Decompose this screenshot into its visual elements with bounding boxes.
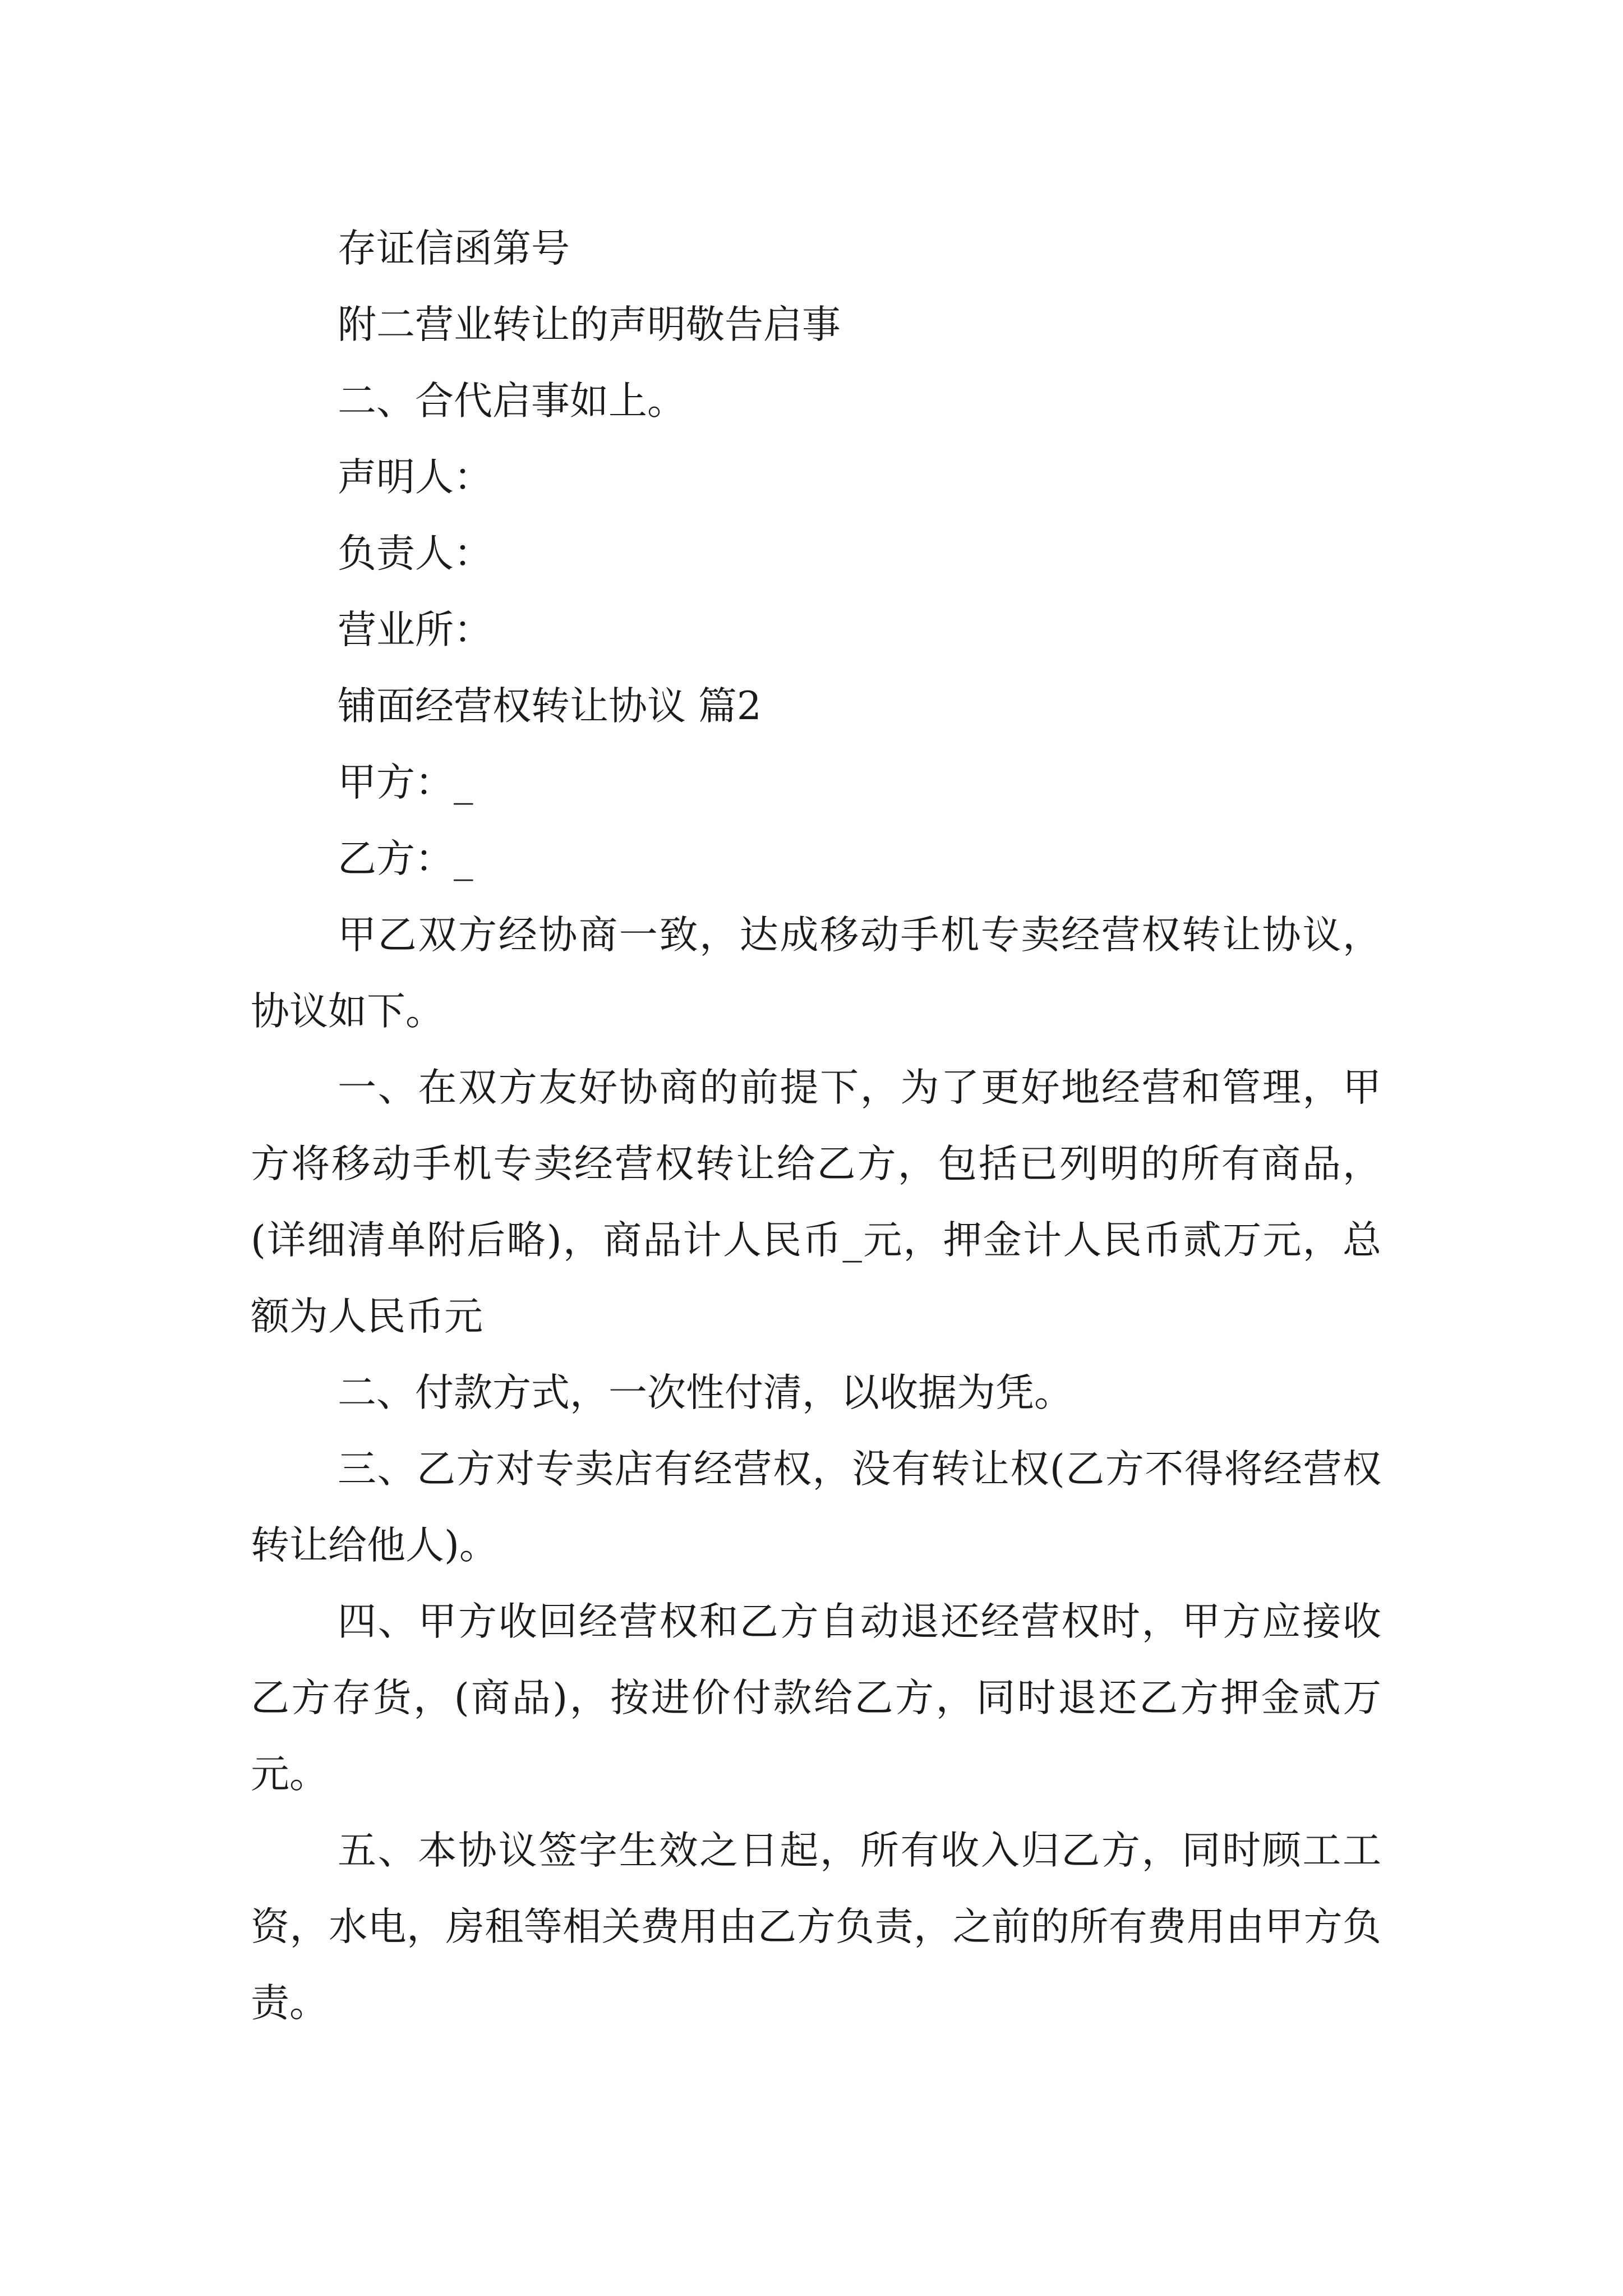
notice-summary: 二、合代启事如上。 [338,379,686,424]
certificate-letter-number: 存证信函第号 [338,226,570,271]
clause-2-paragraph: 二、付款方式，一次性付清，以收据为凭。 [338,1370,1073,1415]
party-b-label: 乙方：_ [338,836,473,881]
agreement-intro-paragraph: 甲乙双方经协商一致，达成移动手机专卖经营权转让协议，协议如下。 [251,913,1381,1034]
business-office-label: 营业所： [338,608,492,652]
agreement-title: 铺面经营权转让协议 篇2 [338,684,762,729]
clause-1-paragraph: 一、在双方友好协商的前提下，为了更好地经营和管理，甲方将移动手机专卖经营权转让给乙方，包括已列明的所有商品，(详细清单附后略)，商品计人民币_元，押金计人民币贰万元，总额为人民币元 [251,1065,1381,1339]
clause-5-paragraph: 五、本协议签字生效之日起，所有收入归乙方，同时顾工工资，水电，房租等相关费用由乙方负责，之前的所有费用由甲方负责。 [251,1828,1381,2026]
party-a-label: 甲方：_ [338,760,473,805]
document-body [251,210,1381,2041]
clause-3-paragraph: 三、乙方对专卖店有经营权，没有转让权(乙方不得将经营权转让给他人)。 [251,1447,1381,1568]
declarant-label: 声明人： [338,455,492,500]
person-in-charge-label: 负责人： [338,531,492,576]
attachment-title: 附二营业转让的声明敬告启事 [338,302,841,347]
clause-4-paragraph: 四、甲方收回经营权和乙方自动退还经营权时，甲方应接收乙方存货，(商品)，按进价付款给乙方，同时退还乙方押金贰万元。 [251,1599,1381,1797]
